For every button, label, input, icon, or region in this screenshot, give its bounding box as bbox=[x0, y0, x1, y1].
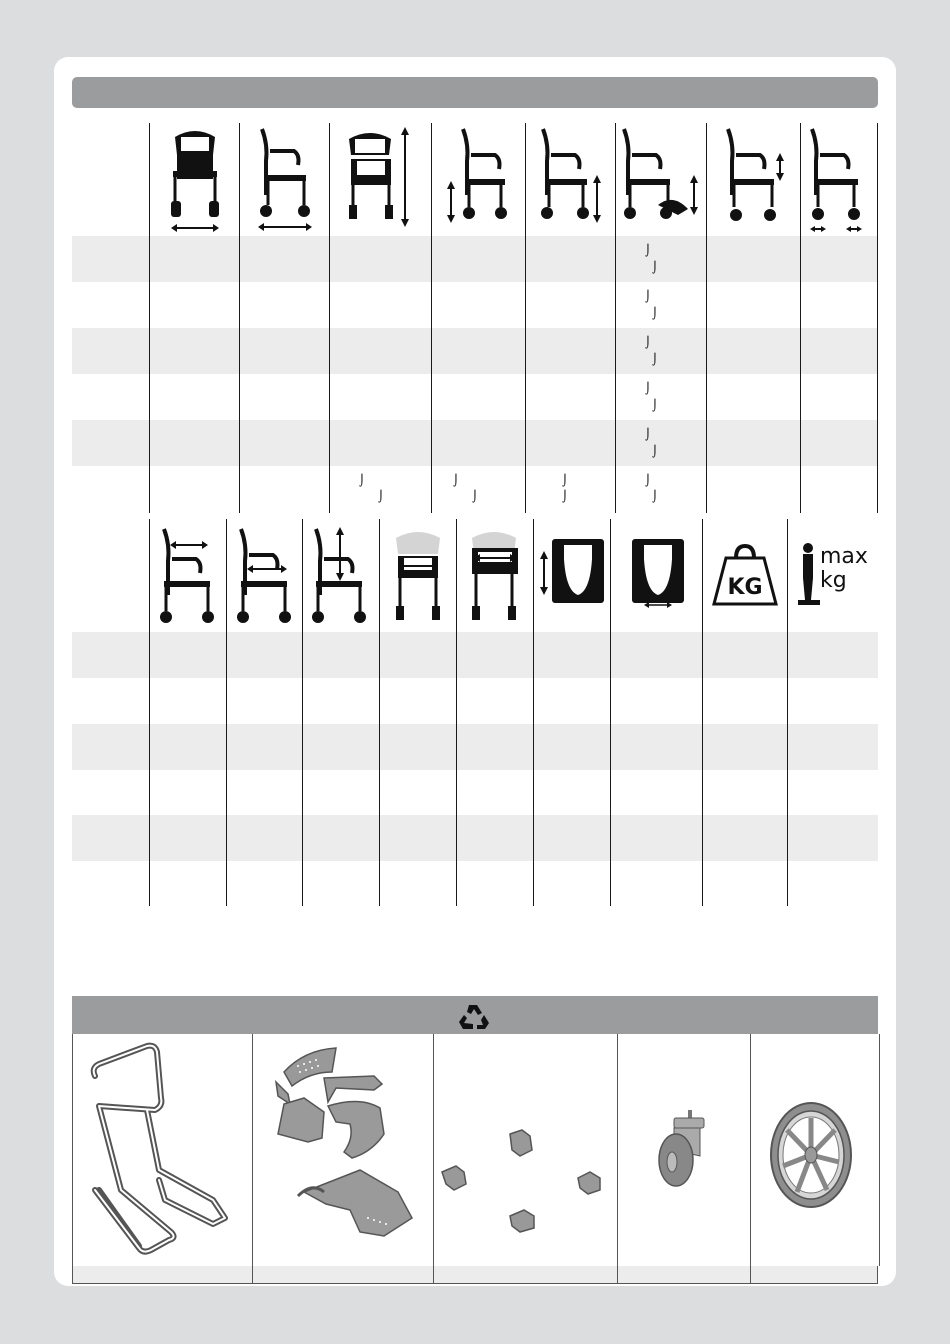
table1-divider bbox=[149, 123, 150, 513]
check-mark: ⌡ bbox=[652, 261, 658, 274]
parts-divider bbox=[750, 1034, 751, 1284]
fittings-icon bbox=[438, 1120, 608, 1240]
table1-divider bbox=[329, 123, 330, 513]
table2-row-band bbox=[72, 632, 878, 678]
table1-row-band bbox=[72, 328, 878, 374]
table2-divider bbox=[379, 519, 380, 906]
check-mark: ⌡ bbox=[652, 490, 658, 503]
aperture-depth-icon bbox=[538, 535, 606, 607]
max-label: max bbox=[820, 544, 868, 569]
backrest-height-2-icon bbox=[310, 525, 374, 625]
kg-unit-label: kg bbox=[820, 568, 847, 593]
table1-divider bbox=[525, 123, 526, 513]
kg-label: KG bbox=[727, 575, 763, 600]
recycle-icon bbox=[457, 1003, 491, 1029]
parts-footer bbox=[72, 1266, 878, 1284]
plastic-parts-icon bbox=[264, 1042, 424, 1252]
table2-row-band bbox=[72, 815, 878, 861]
table1-divider bbox=[615, 123, 616, 513]
wheel-distance-icon bbox=[806, 125, 872, 235]
check-mark: ⌡ bbox=[378, 490, 384, 503]
parts-divider bbox=[617, 1034, 618, 1284]
table1-divider bbox=[800, 123, 801, 513]
aperture-width-icon bbox=[630, 535, 686, 611]
castor-icon bbox=[650, 1110, 710, 1190]
check-mark: ⌡ bbox=[652, 445, 658, 458]
frame-part-icon bbox=[85, 1040, 235, 1260]
wheel-icon bbox=[767, 1100, 857, 1210]
table2-divider bbox=[149, 519, 150, 906]
toilet-height-icon bbox=[618, 125, 704, 225]
weight-kg-icon bbox=[712, 540, 778, 608]
table2-divider bbox=[702, 519, 703, 906]
table1-divider bbox=[431, 123, 432, 513]
check-mark: ⌡ bbox=[652, 353, 658, 366]
check-mark: ⌡ bbox=[472, 490, 478, 503]
table2-divider bbox=[787, 519, 788, 906]
armrest-height-icon bbox=[535, 125, 607, 225]
seat-height-icon bbox=[443, 125, 513, 225]
check-mark: ⌡ bbox=[645, 290, 651, 303]
parts-divider bbox=[433, 1034, 434, 1284]
check-mark: ⌡ bbox=[645, 474, 651, 487]
front-width-icon bbox=[165, 125, 225, 235]
check-mark: ⌡ bbox=[645, 428, 651, 441]
table1-divider bbox=[877, 123, 878, 513]
side-length-icon bbox=[256, 125, 316, 235]
table1-row-band bbox=[72, 236, 878, 282]
check-mark: ⌡ bbox=[652, 307, 658, 320]
table2-divider bbox=[302, 519, 303, 906]
seat-width-icon bbox=[390, 528, 448, 624]
table2-divider bbox=[226, 519, 227, 906]
table1-divider bbox=[239, 123, 240, 513]
check-mark: ⌡ bbox=[562, 474, 568, 487]
table2-divider bbox=[456, 519, 457, 906]
check-mark: ⌡ bbox=[645, 244, 651, 257]
check-mark: ⌡ bbox=[652, 399, 658, 412]
check-mark: ⌡ bbox=[645, 336, 651, 349]
armrest-length-icon bbox=[235, 525, 295, 625]
table2-divider bbox=[533, 519, 534, 906]
table1-row-band bbox=[72, 420, 878, 466]
person-icon bbox=[798, 542, 820, 606]
table1-divider bbox=[706, 123, 707, 513]
check-mark: ⌡ bbox=[359, 474, 365, 487]
between-armrests-icon bbox=[466, 528, 524, 624]
table2-divider bbox=[610, 519, 611, 906]
check-mark: ⌡ bbox=[453, 474, 459, 487]
check-mark: ⌡ bbox=[645, 382, 651, 395]
parts-divider bbox=[252, 1034, 253, 1284]
table2-row-band bbox=[72, 724, 878, 770]
header-bar bbox=[72, 77, 878, 108]
front-height-icon bbox=[345, 125, 417, 230]
backrest-height-icon bbox=[722, 125, 794, 225]
seat-depth-icon bbox=[158, 525, 218, 625]
max-kg-label bbox=[820, 545, 868, 593]
check-mark: ⌡ bbox=[562, 490, 568, 503]
